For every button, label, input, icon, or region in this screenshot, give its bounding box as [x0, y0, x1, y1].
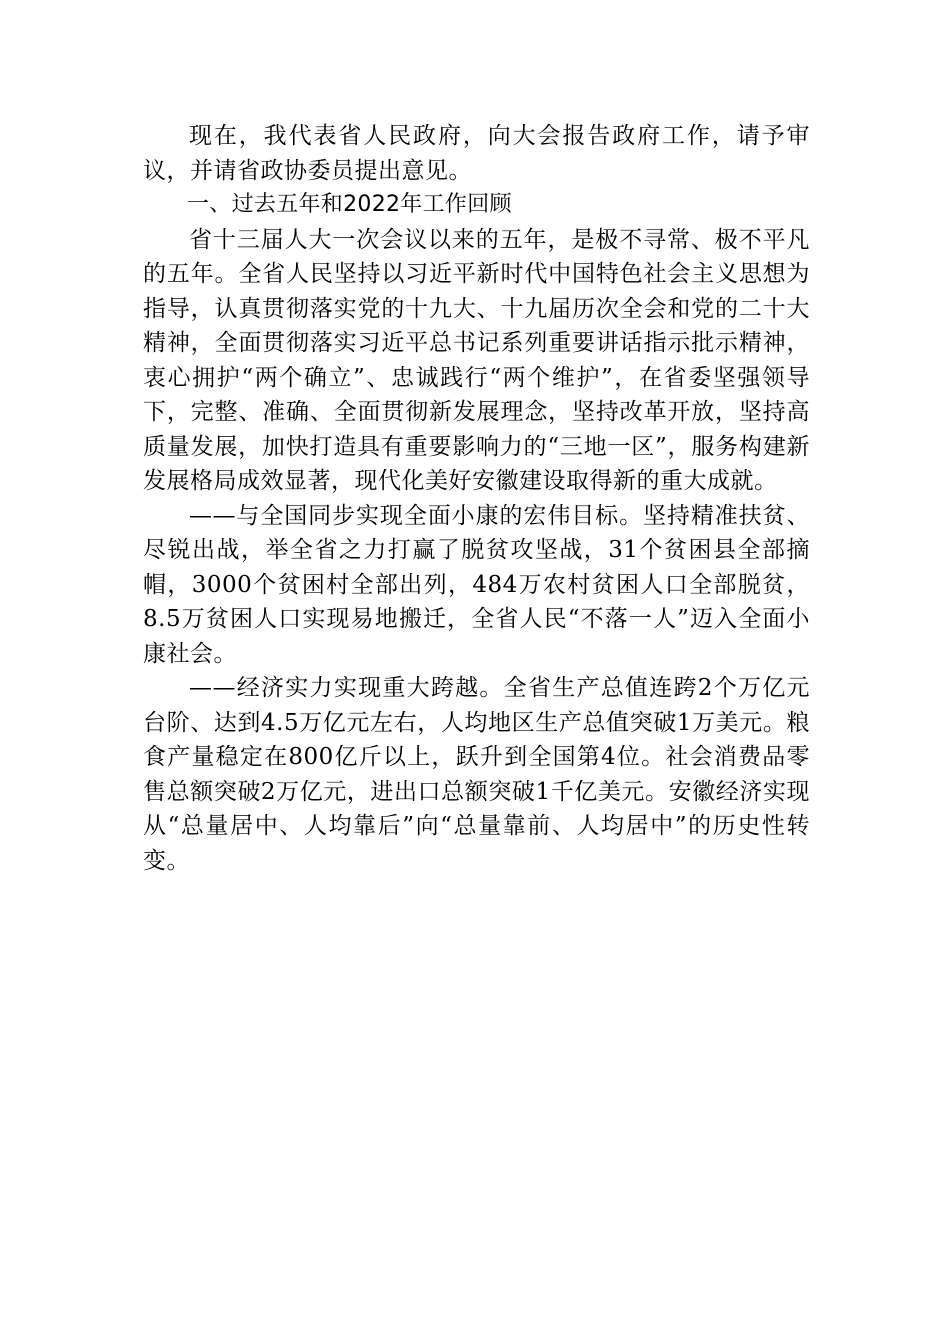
review-paragraph: 省十三届人大一次会议以来的五年，是极不寻常、极不平凡的五年。全省人民坚持以习近平新时代中国特色社会主义思想为指导，认真贯彻落实党的十九大、十九届历次全会和党的二十大精神，全面贯彻落实习近平总书记系列重要讲话指示批示精神，衷心拥护“两个确立”、忠诚践行“两个维护”，在省委坚强领导下，完整、准确、全面贯彻新发展理念，坚持改革开放，坚持高质量发展，加快打造具有重要影响力的“三地一区”，服务构建新发展格局成效显著，现代化美好安徽建设取得新的重大成就。 [143, 226, 810, 494]
document-body [143, 119, 810, 878]
poverty-paragraph: ——与全国同步实现全面小康的宏伟目标。坚持精准扶贫、尽锐出战，举全省之力打赢了脱贫攻坚战，31个贫困县全部摘帽，3000个贫困村全部出列，484万农村贫困人口全部脱贫，8.5万贫困人口实现易地搬迁，全省人民“不落一人”迈入全面小康社会。 [143, 502, 810, 667]
intro-paragraph: 现在，我代表省人民政府，向大会报告政府工作，请予审议，并请省政协委员提出意见。 [143, 123, 810, 184]
section-heading: 一、过去五年和2022年工作回顾 [187, 192, 512, 217]
economy-paragraph: ——经济实力实现重大跨越。全省生产总值连跨2个万亿元台阶、达到4.5万亿元左右，人均地区生产总值突破1万美元。粮食产量稳定在800亿斤以上，跃升到全国第4位。社会消费品零售总额突破2万亿元，进出口总额突破1千亿美元。安徽经济实现从“总量居中、人均靠后”向“总量靠前、人均居中”的历史性转变。 [143, 675, 810, 874]
